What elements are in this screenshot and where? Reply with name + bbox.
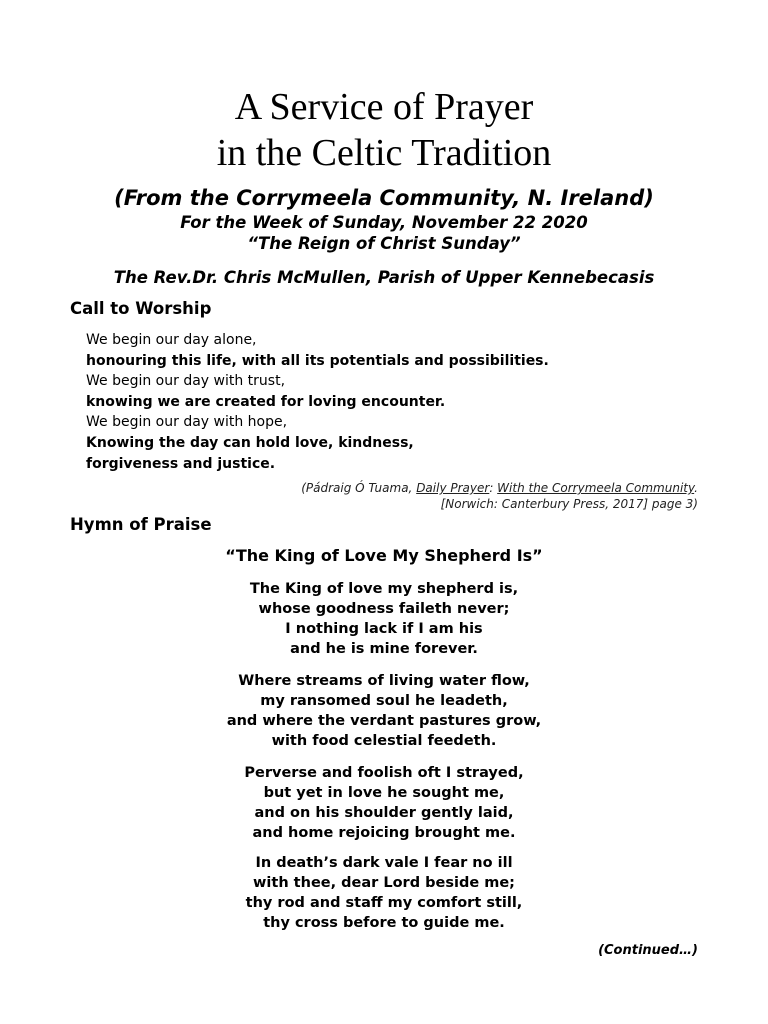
hymn-verse-3 <box>0 763 768 843</box>
verse-line: with food celestial feedeth. <box>271 733 497 749</box>
hymn-verse-1 <box>0 579 768 659</box>
citation-line-2: [Norwich: Canterbury Press, 2017] page 3) <box>440 497 698 511</box>
worship-response: Knowing the day can hold love, kindness, <box>86 434 414 451</box>
hymn-verse-4 <box>0 853 768 933</box>
subtitle: (From the Corrymeela Community, N. Ireland) <box>114 186 654 210</box>
call-to-worship-text <box>86 330 549 474</box>
citation-close: . <box>694 481 698 495</box>
hymn-verse-2 <box>0 671 768 751</box>
verse-line: and home rejoicing brought me. <box>252 825 516 841</box>
verse-line: thy cross before to guide me. <box>263 915 505 931</box>
verse-line: Perverse and foolish oft I strayed, <box>244 765 524 781</box>
verse-line: The King of love my shepherd is, <box>249 581 519 597</box>
call-to-worship-heading: Call to Worship <box>70 299 212 318</box>
worship-line: We begin our day with hope, <box>86 414 288 431</box>
worship-line: We begin our day with trust, <box>86 373 286 390</box>
verse-line: Where streams of living water flow, <box>238 673 530 689</box>
citation <box>301 480 698 512</box>
citation-line-1 <box>301 480 698 496</box>
verse-line: with thee, dear Lord beside me; <box>253 875 515 891</box>
verse-line: I nothing lack if I am his <box>285 621 483 637</box>
verse-line: In death’s dark vale I fear no ill <box>255 855 513 871</box>
hymn-title: “The King of Love My Shepherd Is” <box>225 546 543 565</box>
verse-line: and on his shoulder gently laid, <box>254 805 514 821</box>
title-line-1: A Service of Prayer <box>234 86 534 128</box>
worship-response: forgiveness and justice. <box>86 455 276 472</box>
verse-line: whose goodness faileth never; <box>258 601 510 617</box>
week-line: For the Week of Sunday, November 22 2020 <box>180 213 588 232</box>
citation-book-title: Daily Prayer <box>416 481 490 495</box>
verse-line: and he is mine forever. <box>290 641 478 657</box>
citation-author: (Pádraig Ó Tuama, <box>301 481 417 495</box>
continued-note: (Continued…) <box>598 943 698 958</box>
verse-line: but yet in love he sought me, <box>263 785 505 801</box>
citation-separator: : <box>489 481 498 495</box>
worship-response: honouring this life, with all its potentials and possibilities. <box>86 352 549 369</box>
verse-line: my ransomed soul he leadeth, <box>260 693 508 709</box>
verse-line: and where the verdant pastures grow, <box>226 713 542 729</box>
worship-response: knowing we are created for loving encounter. <box>86 393 446 410</box>
hymn-heading: Hymn of Praise <box>70 515 212 534</box>
title-line-2: in the Celtic Tradition <box>216 132 552 174</box>
sunday-name: “The Reign of Christ Sunday” <box>247 234 521 253</box>
verse-line: thy rod and staff my comfort still, <box>245 895 523 911</box>
citation-book-subtitle: With the Corrymeela Community <box>497 481 695 495</box>
worship-line: We begin our day alone, <box>86 332 257 348</box>
minister-line: The Rev.Dr. Chris McMullen, Parish of Upper Kennebecasis <box>113 268 655 287</box>
